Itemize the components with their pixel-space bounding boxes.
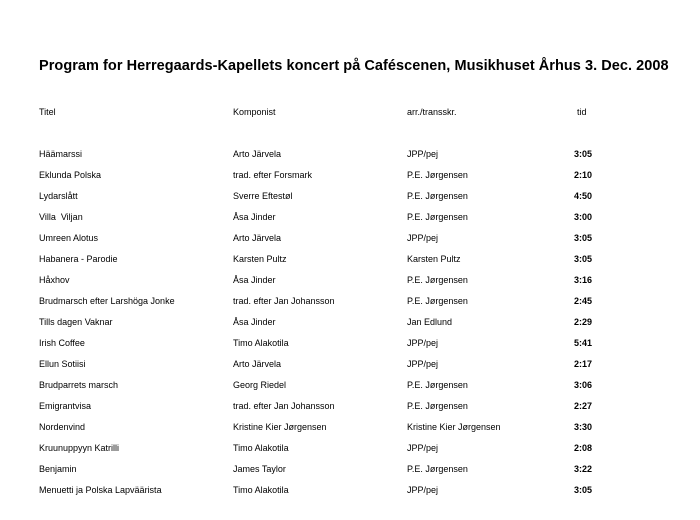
table-row xyxy=(0,273,700,287)
song-title: Häämarssi xyxy=(39,149,83,159)
song-arranger: P.E. Jørgensen xyxy=(407,401,468,411)
song-duration: 3:16 xyxy=(574,275,593,285)
table-row xyxy=(0,462,700,476)
song-duration: 5:41 xyxy=(574,338,593,348)
table-row xyxy=(0,252,700,266)
song-composer: Timo Alakotila xyxy=(233,443,289,453)
song-title: Benjamin xyxy=(39,464,77,474)
table-row xyxy=(0,210,700,224)
song-title: Kruunuppyyn Katrilli xyxy=(39,443,120,453)
header-tid: tid xyxy=(577,107,587,117)
song-arranger: P.E. Jørgensen xyxy=(407,170,468,180)
song-title: Eklunda Polska xyxy=(39,170,102,180)
song-duration: 3:30 xyxy=(574,422,593,432)
song-arranger: P.E. Jørgensen xyxy=(407,212,468,222)
song-title: Emigrantvisa xyxy=(39,401,92,411)
song-duration: 4:50 xyxy=(574,191,593,201)
song-composer: Timo Alakotila xyxy=(233,338,289,348)
table-row xyxy=(0,147,700,161)
song-duration: 3:05 xyxy=(574,149,593,159)
song-duration: 3:06 xyxy=(574,380,593,390)
song-duration: 3:05 xyxy=(574,254,593,264)
header-arr: arr./transskr. xyxy=(407,107,457,117)
song-composer: trad. efter Jan Johansson xyxy=(233,401,335,411)
song-composer: Arto Järvela xyxy=(233,233,282,243)
header-titel: Titel xyxy=(39,107,56,117)
song-duration: 2:29 xyxy=(574,317,593,327)
song-composer: trad. efter Forsmark xyxy=(233,170,313,180)
song-composer: Sverre Eftestøl xyxy=(233,191,293,201)
song-duration: 3:05 xyxy=(574,233,593,243)
table-row xyxy=(0,315,700,329)
song-composer: Arto Järvela xyxy=(233,359,282,369)
song-duration: 2:10 xyxy=(574,170,593,180)
song-duration: 3:22 xyxy=(574,464,593,474)
table-row xyxy=(0,483,700,497)
table-row xyxy=(0,294,700,308)
song-composer: trad. efter Jan Johansson xyxy=(233,296,335,306)
table-row xyxy=(0,399,700,413)
song-composer: Åsa Jinder xyxy=(233,317,276,327)
song-composer: Timo Alakotila xyxy=(233,485,289,495)
song-title: Umreen Alotus xyxy=(39,233,99,243)
table-row xyxy=(0,357,700,371)
song-arranger: JPP/pej xyxy=(407,338,439,348)
song-title: Nordenvind xyxy=(39,422,86,432)
song-title: Lydarslått xyxy=(39,191,78,201)
song-composer: Åsa Jinder xyxy=(233,212,276,222)
song-duration: 2:27 xyxy=(574,401,593,411)
song-title: Håxhov xyxy=(39,275,70,285)
song-arranger: JPP/pej xyxy=(407,359,439,369)
song-composer: Karsten Pultz xyxy=(233,254,287,264)
song-arranger: Kristine Kier Jørgensen xyxy=(407,422,501,432)
song-arranger: JPP/pej xyxy=(407,233,439,243)
table-row xyxy=(0,420,700,434)
table-row xyxy=(0,378,700,392)
song-title: Menuetti ja Polska Lapväärista xyxy=(39,485,162,495)
song-title: Brudmarsch efter Larshöga Jonke xyxy=(39,296,175,306)
table-row xyxy=(0,336,700,350)
song-composer: James Taylor xyxy=(233,464,286,474)
song-duration: 2:17 xyxy=(574,359,593,369)
song-duration: 3:00 xyxy=(574,212,593,222)
song-duration: 2:45 xyxy=(574,296,593,306)
song-arranger: P.E. Jørgensen xyxy=(407,275,468,285)
song-composer: Kristine Kier Jørgensen xyxy=(233,422,327,432)
page-title: Program for Herregaards-Kapellets koncert på Caféscenen, Musikhuset Århus 3. Dec. 2008 xyxy=(39,58,669,74)
table-row xyxy=(0,441,700,455)
song-title: Tills dagen Vaknar xyxy=(39,317,113,327)
song-arranger: JPP/pej xyxy=(407,485,439,495)
song-arranger: P.E. Jørgensen xyxy=(407,464,468,474)
song-arranger: JPP/pej xyxy=(407,443,439,453)
song-composer: Åsa Jinder xyxy=(233,275,276,285)
table-row xyxy=(0,189,700,203)
song-arranger: P.E. Jørgensen xyxy=(407,191,468,201)
song-arranger: P.E. Jørgensen xyxy=(407,380,468,390)
song-title: Brudparrets marsch xyxy=(39,380,119,390)
song-arranger: JPP/pej xyxy=(407,149,439,159)
song-title: Ellun Sotiisi xyxy=(39,359,86,369)
song-title: Irish Coffee xyxy=(39,338,85,348)
song-composer: Arto Järvela xyxy=(233,149,282,159)
song-arranger: Jan Edlund xyxy=(407,317,453,327)
song-arranger: Karsten Pultz xyxy=(407,254,461,264)
song-duration: 3:05 xyxy=(574,485,593,495)
song-composer: Georg Riedel xyxy=(233,380,287,390)
song-title: Villa Viljan xyxy=(39,212,83,222)
song-title: Habanera - Parodie xyxy=(39,254,118,264)
header-komponist: Komponist xyxy=(233,107,276,117)
song-arranger: P.E. Jørgensen xyxy=(407,296,468,306)
table-row xyxy=(0,231,700,245)
song-duration: 2:08 xyxy=(574,443,593,453)
table-header xyxy=(0,105,700,119)
table-row xyxy=(0,168,700,182)
